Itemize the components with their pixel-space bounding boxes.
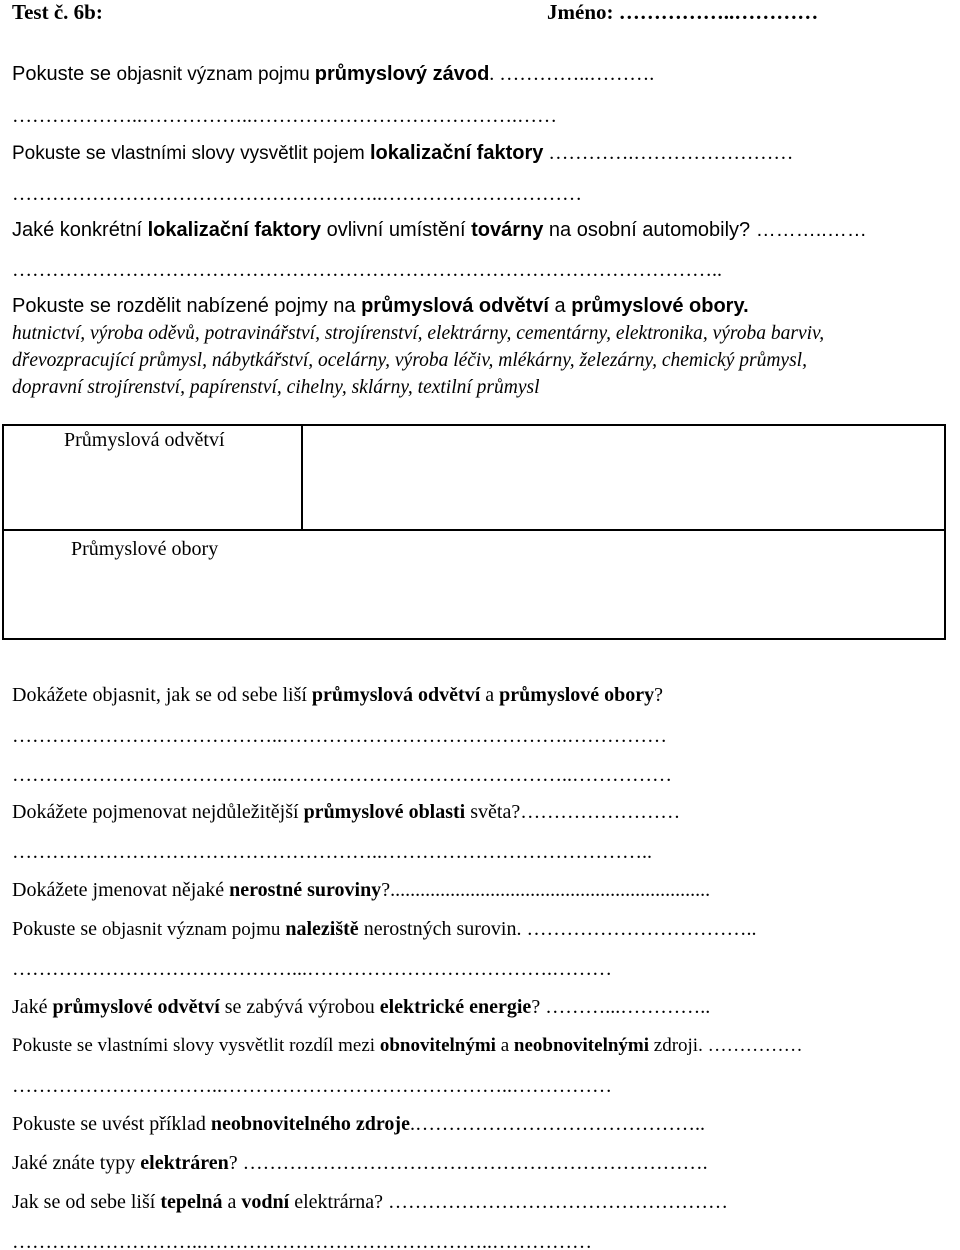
table-divider-vertical [301, 426, 303, 529]
question-7: Dokážete jmenovat nějaké nerostné suroviny?................................................................ [12, 879, 711, 901]
question-4: Pokuste se rozdělit nabízené pojmy na průmyslová odvětví a průmyslové obory. [12, 295, 749, 317]
cell-prumyslove-obory: Průmyslové obory [71, 538, 219, 560]
question-12: Jaké znáte typy elektráren? ……………………………………………………………. [12, 1152, 708, 1174]
cell-prumyslova-odvetvi: Průmyslová odvětví [64, 429, 225, 451]
keyword-lokalizacni-faktory: lokalizační faktory [369, 142, 544, 164]
terms-line-3: dopravní strojírenství, papírenství, cihelny, sklárny, textilní průmysl [12, 377, 540, 398]
question-2: Pokuste se vlastními slovy vysvětlit pojem lokalizační faktory ………….…………………… [12, 142, 794, 164]
answer-line-1[interactable]: ………………..……………..………………………………….…… [12, 105, 557, 127]
question-1: Pokuste se objasnit význam pojmu průmyslový závod. …………..………. [12, 63, 655, 85]
keyword-prumyslovy-zavod: průmyslový závod [314, 63, 490, 85]
answer-line-5b[interactable]: …………………………………..……………………………………..…………… [12, 764, 672, 786]
question-6: Dokážete pojmenovat nejdůležitější průmyslové oblasti světa?…………………… [12, 801, 681, 823]
question-13: Jak se od sebe liší tepelná a vodní elektrárna? …………………………………………… [12, 1191, 729, 1213]
answer-line-10[interactable]: …………………………..……………………………………..…………… [12, 1075, 612, 1097]
answer-line-2[interactable]: ………………………………………………..………………………… [12, 183, 582, 205]
header [12, 0, 948, 30]
test-label: Test č. 6b: [12, 0, 103, 24]
terms-line-2: dřevozpracující průmysl, nábytkářství, ocelárny, výroba léčiv, mlékárny, železárny, chemický průmysl, [12, 350, 807, 371]
question-3: Jaké konkrétní lokalizační faktory ovlivní umístění továrny na osobní automobily? ………..…… [12, 219, 867, 241]
question-8: Pokuste se objasnit význam pojmu naleziště nerostných surovin. …………………………….. [12, 918, 757, 940]
question-5: Dokážete objasnit, jak se od sebe liší průmyslová odvětví a průmyslové obory? [12, 684, 664, 706]
answer-line-13[interactable]: ………………………..……………………………………..…………… [12, 1231, 592, 1250]
terms-line-1: hutnictví, výroba oděvů, potravinářství, strojírenství, elektrárny, cementárny, elektronika, výroba barviv, [12, 323, 825, 344]
answer-line-6[interactable]: ………………………………………………..………………………………….. [12, 841, 652, 863]
question-9: Jaké průmyslové odvětví se zabývá výrobou elektrické energie? ………...………….. [12, 996, 711, 1018]
answer-line-5a[interactable]: …………………………………..…………………………………….…………… [12, 725, 667, 747]
question-10: Pokuste se vlastními slovy vysvětlit rozdíl mezi obnovitelnými a neobnovitelnými zdroji. …………… [12, 1035, 803, 1056]
table-divider-horizontal [4, 529, 944, 531]
answer-line-3[interactable]: …………………………………………………………………………………………….. [12, 259, 722, 281]
question-11: Pokuste se uvést příklad neobnovitelného zdroje.…………………………………….. [12, 1113, 705, 1135]
name-field-label: Jméno: ……………..………… [547, 0, 819, 24]
answer-line-8[interactable]: ……………………………………...……………………………….……… [12, 958, 612, 980]
sorting-table [2, 424, 946, 640]
